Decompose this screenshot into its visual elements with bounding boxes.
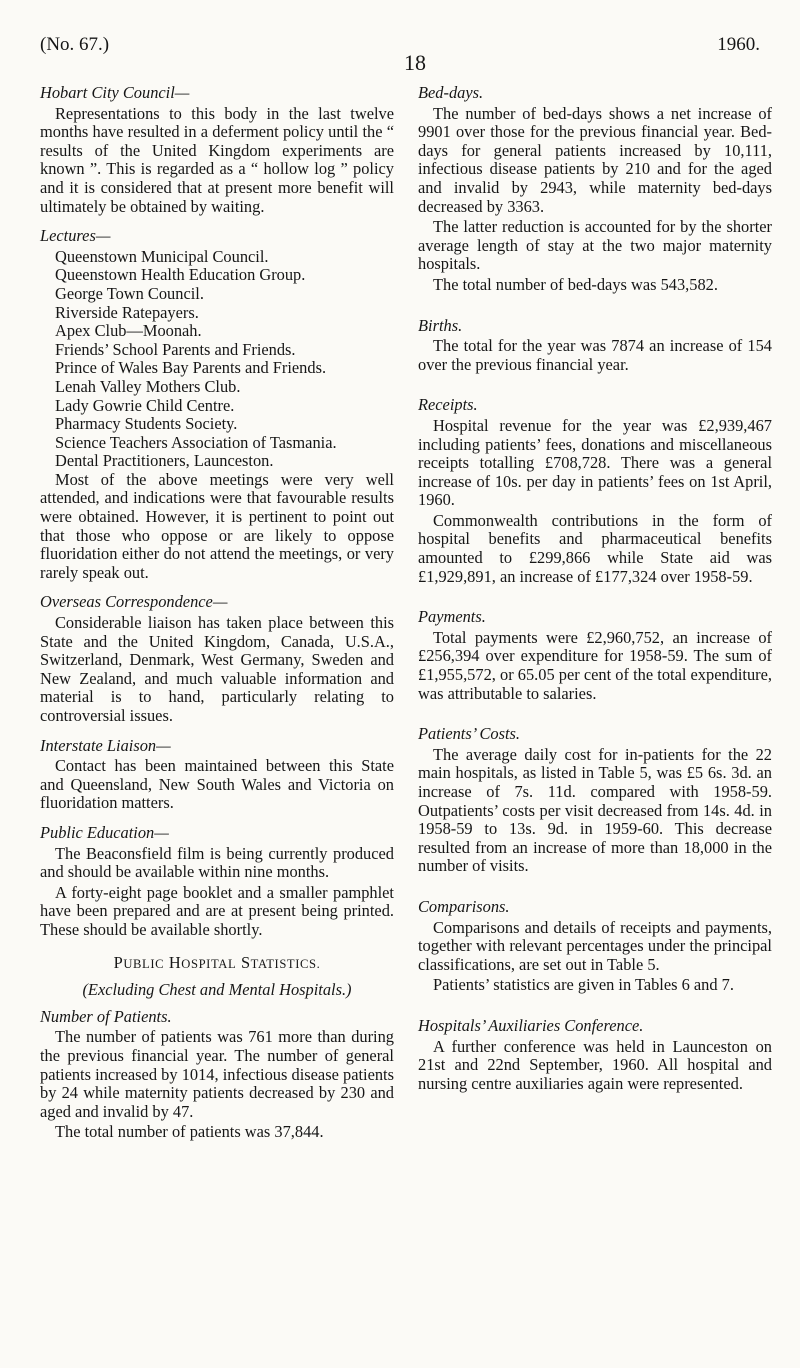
- list-item: Riverside Ratepayers.: [55, 302, 199, 322]
- section-heading-comparisons: Comparisons.: [418, 896, 510, 916]
- list-item: Science Teachers Association of Tasmania.: [55, 432, 337, 452]
- list-item: Lady Gowrie Child Centre.: [55, 395, 235, 415]
- statistics-title: PUBLIC HOSPITAL STATISTICS.: [113, 952, 321, 972]
- section-heading-patients-costs: Patients’ Costs.: [418, 724, 520, 744]
- list-item: Prince of Wales Bay Parents and Friends.: [55, 358, 327, 378]
- list-item: Pharmacy Students Society.: [55, 414, 238, 434]
- paragraph: Hospital revenue for the year was £2,939,467 including patients’ fees, donations and miscellaneous receipts totalling £708,728. There was a general increase of 10s. per day in patients’ fees on 1st April, 1960.: [418, 415, 772, 510]
- paragraph: Considerable liaison has taken place between this State and the United Kingdom, Canada, U.S.A., Switzerland, Denmark, West Germany, Sweden and New Zealand, and much valuable information and material is to hand, particularly relating to controversial issues.: [40, 613, 394, 725]
- left-column: [40, 84, 394, 1142]
- paragraph: The total for the year was 7874 an increase of 154 over the previous financial year.: [418, 336, 772, 374]
- paragraph: Representations to this body in the last twelve months have resulted in a deferment policy until the “ results of the United Kingdom experiments are known ”. This is regarded as a “ hollow log ” policy and it is considered that at present more benefit will ultimately be obtained by waiting.: [40, 103, 394, 216]
- list-item: Queenstown Municipal Council.: [55, 246, 269, 266]
- statistics-subtitle: (Excluding Chest and Mental Hospitals.): [82, 980, 352, 1000]
- document-year: 1960.: [717, 34, 760, 55]
- list-item: Friends’ School Parents and Friends.: [55, 339, 296, 359]
- paragraph: Patients’ statistics are given in Tables 6 and 7.: [433, 975, 734, 995]
- list-item: Queenstown Health Education Group.: [55, 265, 306, 285]
- section-heading-births: Births.: [418, 315, 463, 335]
- section-heading-overseas: Overseas Correspondence—: [40, 592, 228, 612]
- list-item: Apex Club—Moonah.: [55, 321, 202, 341]
- paragraph: The total number of patients was 37,844.: [55, 1122, 324, 1142]
- paragraph: A forty-eight page booklet and a smaller pamphlet have been prepared and are at present being printed. These should be available shortly.: [40, 882, 394, 939]
- section-heading-lectures: Lectures—: [40, 226, 111, 246]
- right-column: [418, 84, 772, 1093]
- paragraph: The total number of bed-days was 543,582.: [433, 274, 718, 294]
- section-heading-payments: Payments.: [418, 607, 486, 627]
- section-heading-bed-days: Bed-days.: [418, 83, 484, 102]
- lectures-list: [55, 248, 394, 471]
- section-heading-hobart: Hobart City Council—: [40, 83, 190, 102]
- paragraph: A further conference was held in Launceston on 21st and 22nd September, 1960. All hospital and nursing centre auxiliaries again were represented.: [418, 1036, 772, 1093]
- paragraph: The Beaconsfield film is being currently produced and should be available within nine months.: [40, 843, 394, 882]
- paragraph: Commonwealth contributions in the form of hospital benefits and pharmaceutical benefits amounted to £299,866 while State aid was £1,929,891, an increase of £177,324 over 1958-59.: [418, 510, 772, 586]
- section-heading-interstate: Interstate Liaison—: [40, 735, 171, 755]
- page-number: 18: [404, 50, 426, 75]
- paragraph: The number of bed-days shows a net increase of 9901 over those for the previous financial year. Bed-days for general patients increased by 10,111, infectious disease patients by 210 and for the aged and invalid by 2943, while maternity bed-days decreased by 3363.: [418, 103, 772, 216]
- section-heading-number-of-patients: Number of Patients.: [40, 1006, 172, 1026]
- list-item: Dental Practitioners, Launceston.: [55, 451, 274, 471]
- paragraph: Total payments were £2,960,752, an increase of £256,394 over expenditure for 1958-59. The sum of £1,955,572, or 65.05 per cent of the total expenditure, was attributable to salaries.: [418, 627, 772, 703]
- list-item: George Town Council.: [55, 283, 204, 303]
- list-item: Lenah Valley Mothers Club.: [55, 376, 241, 396]
- document-number: (No. 67.): [40, 34, 110, 55]
- paragraph: Most of the above meetings were very well attended, and indications were that favourable results were obtained. However, it is pertinent to point out that those who oppose or are likely to oppose fluoridation either do not attend the meetings, or very rarely speak out.: [40, 469, 394, 582]
- paragraph: Comparisons and details of receipts and payments, together with relevant percentages under the principal classifications, are set out in Table 5.: [418, 917, 772, 974]
- paragraph: The latter reduction is accounted for by the shorter average length of stay at the two major maternity hospitals.: [418, 217, 772, 274]
- section-heading-receipts: Receipts.: [418, 395, 478, 415]
- paragraph: The number of patients was 761 more than during the previous financial year. The number of general patients increased by 1014, infectious disease patients by 24 while maternity patients decreased by 230 and aged and invalid by 47.: [40, 1027, 394, 1121]
- section-heading-auxiliaries: Hospitals’ Auxiliaries Conference.: [418, 1015, 644, 1035]
- paragraph: The average daily cost for in-patients for the 22 main hospitals, as listed in Table 5, was £5 6s. 3d. an increase of 7s. 11d. compared with 1958-59. Outpatients’ costs per visit decreased from 14s. 4d. in 1958-59 to 13s. 9d. in 1959-60. This decrease resulted from an increase of more than 18,000 in the number of visits.: [418, 744, 772, 876]
- section-heading-public-education: Public Education—: [40, 822, 169, 842]
- paragraph: Contact has been maintained between this State and Queensland, New South Wales and Victoria on fluoridation matters.: [40, 756, 394, 813]
